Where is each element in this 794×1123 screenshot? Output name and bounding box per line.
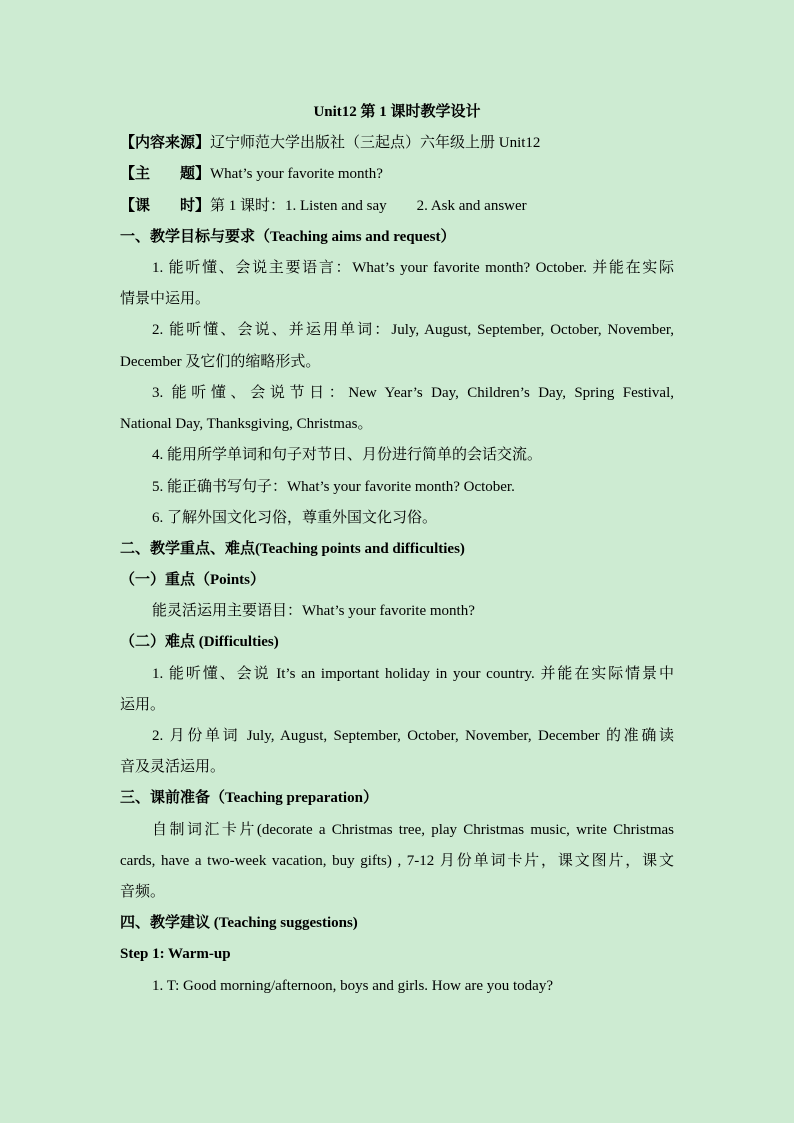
aim-line: 4. 能用所学单词和句子对节日、月份进行简单的会话交流。 (152, 447, 543, 463)
document-title: Unit12 第 1 课时教学设计 (313, 104, 481, 120)
aim-line: December 及它们的缩略形式。 (120, 354, 321, 370)
points-subheading: （一）重点（Points） (120, 572, 266, 588)
aim-line: 3. 能听懂、会说节日：New Year’s Day, Children’s Day, Spring Festival, (152, 385, 674, 401)
meta-topic-label: 【主 题】 (120, 166, 211, 182)
difficulties-subheading: （二）难点 (Difficulties) (120, 634, 279, 650)
aim-line: 情景中运用。 (120, 291, 211, 307)
aim-line: 5. 能正确书写句子：What’s your favorite month? October. (152, 479, 515, 495)
section-3-heading: 三、课前准备（Teaching preparation） (120, 790, 378, 806)
step-1-heading: Step 1: Warm-up (120, 946, 231, 962)
meta-period-value: 第 1 课时：1. Listen and say 2. Ask and answer (210, 198, 527, 214)
section-1-heading: 一、教学目标与要求（Teaching aims and request） (120, 229, 456, 245)
section-2-heading: 二、教学重点、难点(Teaching points and difficulties) (120, 541, 465, 557)
aim-line: National Day, Thanksgiving, Christmas。 (120, 416, 373, 432)
preparation-line: 自制词汇卡片(decorate a Christmas tree, play Christmas music, write Christmas (152, 822, 674, 838)
meta-period-label: 【课 时】 (120, 198, 211, 214)
aim-line: 2. 能听懂、会说、并运用单词：July, August, September, October, November, (152, 322, 674, 338)
meta-topic (120, 164, 674, 184)
difficulty-line: 运用。 (120, 697, 166, 713)
meta-source (120, 133, 674, 153)
meta-period (120, 196, 674, 216)
preparation-line: cards, have a two-week vacation, buy gifts) , 7-12 月份单词卡片，课文图片，课文 (120, 853, 674, 869)
aim-line: 1. 能听懂、会说主要语言：What’s your favorite month? October. 并能在实际 (152, 260, 674, 276)
step-1-line: 1. T: Good morning/afternoon, boys and girls. How are you today? (152, 978, 553, 994)
difficulty-line: 音及灵活运用。 (120, 759, 226, 775)
difficulty-line: 2. 月份单词 July, August, September, October, November, December 的准确读 (152, 728, 674, 744)
section-4-heading: 四、教学建议 (Teaching suggestions) (120, 915, 358, 931)
aim-line: 6. 了解外国文化习俗，尊重外国文化习俗。 (152, 510, 438, 526)
points-text: 能灵活运用主要语目：What’s your favorite month? (152, 603, 475, 619)
meta-topic-value: What’s your favorite month? (210, 166, 383, 182)
difficulty-line: 1. 能听懂、会说 It’s an important holiday in your country. 并能在实际情景中 (152, 666, 674, 682)
meta-source-label: 【内容来源】 (120, 135, 211, 151)
meta-source-value: 辽宁师范大学出版社（三起点）六年级上册 Unit12 (210, 135, 541, 151)
preparation-line: 音频。 (120, 884, 166, 900)
